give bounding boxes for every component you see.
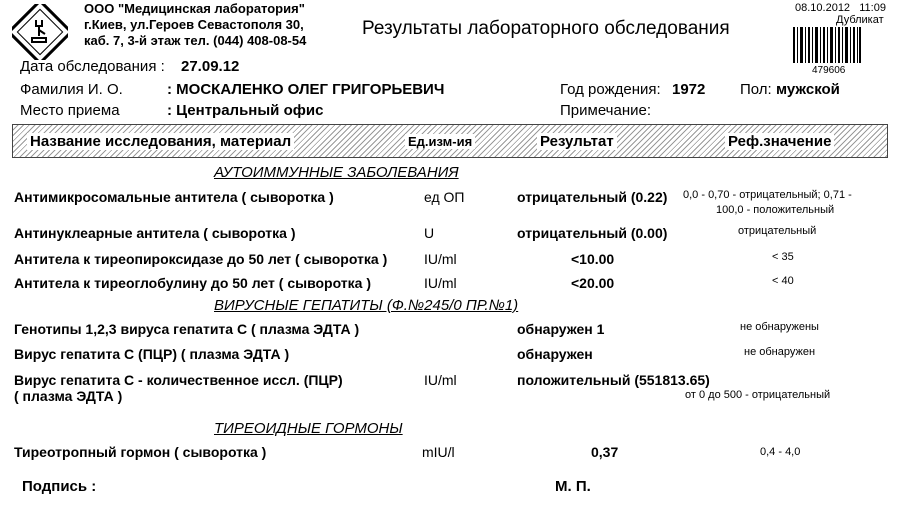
barcode <box>793 27 861 63</box>
table-row-name: Тиреотропный гормон ( сыворотка ) <box>14 444 267 460</box>
header-unit: Ед.изм-ия <box>405 134 475 149</box>
section-title: ТИРЕОИДНЫЕ ГОРМОНЫ <box>214 420 403 437</box>
table-row-unit: IU/ml <box>424 275 457 291</box>
table-row-result: <10.00 <box>571 251 615 267</box>
birth-year-label: Год рождения: <box>560 81 661 98</box>
table-row-name: Генотипы 1,2,3 вируса гепатита С ( плазма ЭДТА ) <box>14 321 360 337</box>
sex-label: Пол: <box>740 81 772 98</box>
barcode-number: 479606 <box>812 65 846 76</box>
table-row-name: Вирус гепатита С (ПЦР) ( плазма ЭДТА ) <box>14 346 290 362</box>
signature-label: Подпись : <box>22 478 97 495</box>
table-row-unit: mIU/l <box>422 444 455 460</box>
table-row-unit: U <box>424 225 435 241</box>
table-row-unit: ед ОП <box>424 189 465 205</box>
exam-date: 27.09.12 <box>181 58 240 75</box>
patient-name: : МОСКАЛЕНКО ОЛЕГ ГРИГОРЬЕВИЧ <box>167 81 445 98</box>
table-row-name: Антимикросомальные антитела ( сыворотка ) <box>14 189 334 205</box>
table-row-unit: IU/ml <box>424 372 457 388</box>
table-row-ref: 0,0 - 0,70 - отрицательный; 0,71 - <box>683 189 852 201</box>
section-title: АУТОИММУННЫЕ ЗАБОЛЕВАНИЯ <box>214 164 459 181</box>
document-title: Результаты лабораторного обследования <box>362 18 730 39</box>
table-row-result: обнаружен 1 <box>517 321 605 337</box>
table-row-name-cont: ( плазма ЭДТА ) <box>14 388 123 404</box>
note-label: Примечание: <box>560 102 651 119</box>
table-header <box>12 124 888 158</box>
table-row-name: Антинуклеарные антитела ( сыворотка ) <box>14 225 296 241</box>
table-row-name: Антитела к тиреоглобулину до 50 лет ( сыворотка ) <box>14 275 371 291</box>
lab-phone: каб. 7, 3-й этаж тел. (044) 408-08-54 <box>84 33 307 48</box>
table-row-ref: < 40 <box>772 275 794 287</box>
table-row-ref-cont: 100,0 - положительный <box>716 204 835 216</box>
table-row-ref: не обнаружен <box>744 346 816 358</box>
table-row-result: 0,37 <box>591 444 619 460</box>
place-label: Место приема <box>20 102 120 119</box>
sex: мужской <box>776 81 840 98</box>
header-ref: Реф.значение <box>725 133 834 150</box>
table-row-result: отрицательный (0.22) <box>517 189 668 205</box>
table-row-result: положительный (551813.65) <box>517 372 710 388</box>
lab-logo <box>12 4 68 60</box>
table-row-ref: 0,4 - 4,0 <box>760 446 801 458</box>
lab-address: г.Киев, ул.Героев Севастополя 30, <box>84 17 304 32</box>
table-row-ref: не обнаружены <box>740 321 819 333</box>
header-result: Результат <box>537 133 617 150</box>
table-row-unit: IU/ml <box>424 251 457 267</box>
table-row-ref: отрицательный <box>738 225 817 237</box>
header-name: Название исследования, материал <box>27 133 294 150</box>
table-row-name: Антитела к тиреопироксидазе до 50 лет ( сыворотка ) <box>14 251 388 267</box>
print-datetime <box>795 2 886 14</box>
exam-date-label: Дата обследования : <box>20 58 165 75</box>
stamp-label: М. П. <box>555 478 591 495</box>
table-row-name: Вирус гепатита С - количественное иссл. (ПЦР) <box>14 372 343 388</box>
lab-name: ООО "Медицинская лаборатория" <box>84 1 305 16</box>
table-row-result: обнаружен <box>517 346 593 362</box>
table-row-result: <20.00 <box>571 275 615 291</box>
place: : Центральный офис <box>167 102 324 119</box>
table-row-result: отрицательный (0.00) <box>517 225 668 241</box>
print-date: 08.10.2012 <box>795 2 851 14</box>
lab-info <box>84 1 306 49</box>
duplicate-label: Дубликат <box>836 14 884 26</box>
table-row-ref: от 0 до 500 - отрицательный <box>685 389 831 401</box>
name-label: Фамилия И. О. <box>20 81 123 98</box>
birth-year: 1972 <box>672 81 706 98</box>
section-title: ВИРУСНЫЕ ГЕПАТИТЫ (Ф.№245/0 ПР.№1) <box>214 297 519 314</box>
table-row-ref: < 35 <box>772 251 794 263</box>
print-time: 11:09 <box>859 2 886 14</box>
